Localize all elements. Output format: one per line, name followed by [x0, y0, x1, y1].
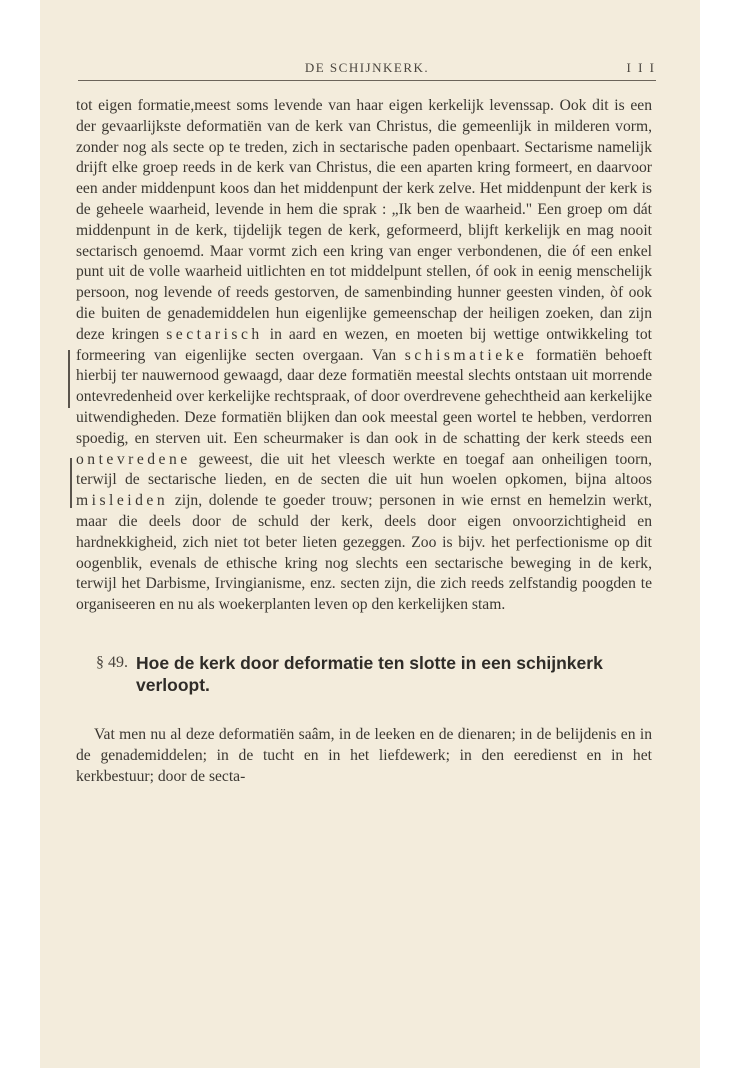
- body-text: [76, 96, 652, 616]
- spaced-emphasis: misleiden: [76, 492, 169, 510]
- page-number: I I I: [626, 60, 656, 75]
- section-number: § 49.: [96, 654, 128, 671]
- text-run: in aard en wezen, en moeten bij wettige ontwikkeling tot formeering van eigenlijke secten overgaan. Van: [76, 325, 652, 364]
- spaced-emphasis: ontevredene: [76, 450, 191, 468]
- text-run: tot eigen formatie,meest soms levende van haar eigen kerkelijk levenssap. Ook dit is een der gevaarlijkste deformatiën van de kerk van Christus, die gemeenlijk in milderen vorm, zonder nog als secte op te treden, zich in sectarische paden openbaart. Sectarisme namelijk drijft elke groep reeds in de kerk van Christus, die een aparten kring formeert, en daarvoor een ander middenpunt koos dan het middenpunt der kerk zelve. Het middenpunt der kerk is de geheele waarheid, levende in hem die sprak : „Ik ben de waarheid." Een groep om dát middenpunt in de kerk, tijdelijk tegen de kerk, geformeerd, blijft kerkelijk en mag nooit sectarisch genoemd. Maar vormt zich een kring van enger verbondenen, die óf een enkel punt uit de volle waarheid uitlichten en tot middelpunt stellen, óf ook in eenig menschelijk persoon, nog levende of reeds gestorven, de samenbinding hunner geesten vinden, òf ook die buiten de genademiddelen hun eigenlijke gemeenschap der heiligen zoeken, dan zijn deze kringen: [76, 97, 652, 343]
- text-run: geweest, die uit het vleesch werkte en toegaf aan onheiligen toorn, terwijl de sectarische lieden, en de secten die uit hun woelen opkomen, bijna altoos: [76, 450, 652, 489]
- margin-annotation-line: [68, 350, 70, 408]
- body-paragraph: [76, 96, 652, 616]
- page-header: [78, 60, 656, 80]
- running-title: DE SCHIJNKERK.: [304, 60, 430, 75]
- section-title: Hoe de kerk door deformatie ten slotte in een schijnkerk verloopt.: [136, 653, 603, 695]
- margin-annotation-line: [70, 458, 72, 508]
- header-rule: [78, 80, 656, 81]
- spaced-emphasis: sectarisch: [166, 325, 263, 343]
- spaced-emphasis: schismatieke: [404, 346, 528, 364]
- text-run: zijn, dolende te goeder trouw; personen in wie ernst en hemelzin werkt, maar die deels door de schuld der kerk, deels door eigen onvoorzichtigheid en hardnekkigheid, zich niet tot beter lieten gezeggen. Zoo is bijv. het perfectionisme op dit oogenblik, evenals de ethische kring nog slechts een sectarische beweging in de kerk, terwijl het Darbisme, Irvingianisme, enz. secten zijn, die zich reeds zelfstandig poogden te organiseeren en nu als woekerplanten leven op den kerkelijken stam.: [76, 492, 652, 614]
- book-page: [40, 0, 700, 1068]
- closing-paragraph: Vat men nu al deze deformatiën saâm, in de leeken en de dienaren; in de belijdenis en in de genademiddelen; in de tucht en in het liefdewerk; in den eeredienst en in het kerkbestuur; door de secta-: [76, 726, 652, 785]
- section-heading: [96, 652, 640, 696]
- closing-text: [76, 724, 652, 787]
- text-run: formatiën behoeft hierbij ter nauwernood gewaagd, daar deze formatiën meestal slechts ontstaan uit morrende ontevredenheid over kerkelijke rechtspraak, of door overdrevene gehechtheid aan kerkelijke uitwendigheden. Deze formatiën blijken dan ook meestal geen wortel te hebben, verdorren spoedig, en sterven uit. Een scheurmaker is dan ook in de schatting der kerk steeds een: [76, 346, 652, 447]
